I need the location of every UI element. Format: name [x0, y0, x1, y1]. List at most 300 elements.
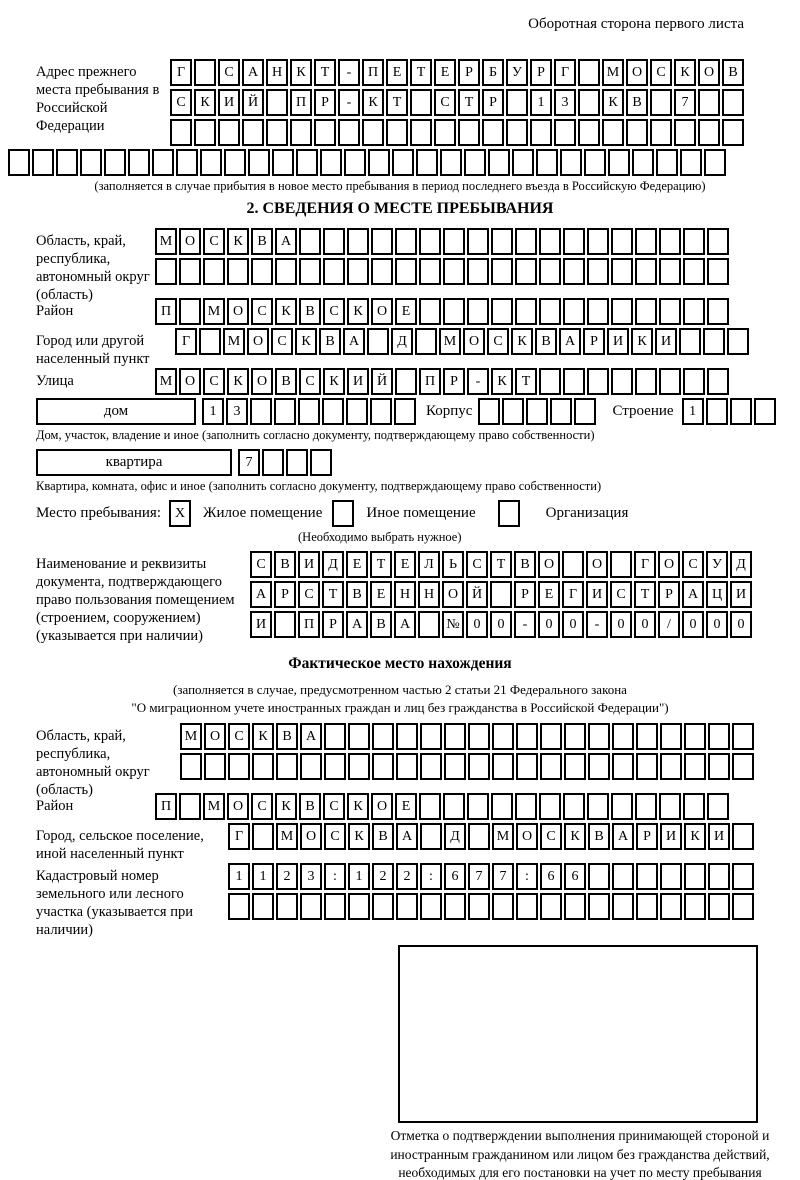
char-box[interactable]: И — [708, 823, 730, 850]
char-box[interactable] — [563, 228, 585, 255]
char-box[interactable]: М — [155, 228, 177, 255]
checkbox-other-premise[interactable] — [332, 500, 354, 527]
char-box[interactable] — [636, 893, 658, 920]
char-box[interactable]: И — [586, 581, 608, 608]
char-box[interactable] — [80, 149, 102, 176]
checkbox-organization[interactable] — [498, 500, 520, 527]
char-box[interactable]: Ь — [442, 551, 464, 578]
char-box[interactable] — [492, 753, 514, 780]
char-box[interactable]: С — [299, 368, 321, 395]
char-box[interactable]: К — [674, 59, 696, 86]
char-box[interactable]: 3 — [300, 863, 322, 890]
char-box[interactable]: О — [626, 59, 648, 86]
char-box[interactable] — [683, 793, 705, 820]
char-box[interactable]: В — [535, 328, 557, 355]
char-box[interactable]: С — [540, 823, 562, 850]
char-box[interactable] — [274, 611, 296, 638]
char-box[interactable] — [683, 298, 705, 325]
char-box[interactable]: В — [626, 89, 648, 116]
char-box[interactable]: О — [227, 793, 249, 820]
char-box[interactable] — [468, 723, 490, 750]
char-box[interactable]: Д — [322, 551, 344, 578]
char-box[interactable] — [632, 149, 654, 176]
char-box[interactable]: В — [274, 551, 296, 578]
char-box[interactable]: Г — [562, 581, 584, 608]
char-box[interactable]: К — [348, 823, 370, 850]
char-box[interactable] — [252, 753, 274, 780]
char-box[interactable] — [251, 258, 273, 285]
char-box[interactable] — [512, 149, 534, 176]
char-box[interactable] — [635, 368, 657, 395]
char-box[interactable]: С — [251, 298, 273, 325]
char-box[interactable]: Р — [314, 89, 336, 116]
char-box[interactable]: Г — [175, 328, 197, 355]
char-box[interactable] — [588, 723, 610, 750]
char-box[interactable]: А — [682, 581, 704, 608]
char-box[interactable] — [584, 149, 606, 176]
char-box[interactable] — [274, 398, 296, 425]
char-box[interactable] — [708, 893, 730, 920]
char-box[interactable]: Д — [391, 328, 413, 355]
char-box[interactable] — [323, 228, 345, 255]
char-box[interactable]: О — [204, 723, 226, 750]
char-box[interactable]: М — [276, 823, 298, 850]
char-box[interactable]: О — [442, 581, 464, 608]
char-box[interactable]: И — [655, 328, 677, 355]
char-box[interactable] — [703, 328, 725, 355]
char-box[interactable] — [698, 89, 720, 116]
char-box[interactable] — [722, 89, 744, 116]
char-box[interactable] — [362, 119, 384, 146]
char-box[interactable] — [608, 149, 630, 176]
char-box[interactable]: : — [420, 863, 442, 890]
char-box[interactable]: С — [251, 793, 273, 820]
char-box[interactable] — [491, 298, 513, 325]
char-box[interactable] — [286, 449, 308, 476]
char-box[interactable]: Е — [394, 551, 416, 578]
char-box[interactable] — [540, 723, 562, 750]
char-box[interactable]: А — [300, 723, 322, 750]
char-box[interactable] — [482, 119, 504, 146]
char-box[interactable] — [491, 793, 513, 820]
char-box[interactable] — [396, 723, 418, 750]
char-box[interactable] — [660, 863, 682, 890]
char-box[interactable] — [394, 398, 416, 425]
char-box[interactable] — [660, 723, 682, 750]
char-box[interactable]: Г — [554, 59, 576, 86]
char-box[interactable] — [392, 149, 414, 176]
char-box[interactable]: Р — [274, 581, 296, 608]
char-box[interactable] — [560, 149, 582, 176]
char-box[interactable] — [155, 258, 177, 285]
char-box[interactable]: С — [324, 823, 346, 850]
char-box[interactable]: 1 — [228, 863, 250, 890]
char-box[interactable]: А — [396, 823, 418, 850]
char-box[interactable] — [464, 149, 486, 176]
char-box[interactable] — [492, 893, 514, 920]
char-box[interactable] — [626, 119, 648, 146]
char-box[interactable]: О — [538, 551, 560, 578]
char-box[interactable]: С — [170, 89, 192, 116]
char-box[interactable] — [296, 149, 318, 176]
char-box[interactable] — [443, 298, 465, 325]
char-box[interactable]: К — [252, 723, 274, 750]
char-box[interactable] — [324, 753, 346, 780]
char-box[interactable] — [395, 368, 417, 395]
char-box[interactable] — [635, 258, 657, 285]
char-box[interactable]: Т — [386, 89, 408, 116]
char-box[interactable]: Н — [266, 59, 288, 86]
char-box[interactable]: В — [299, 298, 321, 325]
char-box[interactable] — [539, 228, 561, 255]
char-box[interactable]: Т — [370, 551, 392, 578]
char-box[interactable] — [344, 149, 366, 176]
char-box[interactable]: - — [338, 89, 360, 116]
char-box[interactable] — [203, 258, 225, 285]
char-box[interactable]: В — [722, 59, 744, 86]
char-box[interactable]: 7 — [238, 449, 260, 476]
char-box[interactable]: Р — [322, 611, 344, 638]
char-box[interactable] — [578, 59, 600, 86]
char-box[interactable] — [467, 258, 489, 285]
char-box[interactable] — [224, 149, 246, 176]
char-box[interactable]: 0 — [730, 611, 752, 638]
char-box[interactable]: М — [223, 328, 245, 355]
char-box[interactable]: К — [275, 298, 297, 325]
char-box[interactable] — [128, 149, 150, 176]
char-box[interactable] — [491, 228, 513, 255]
char-box[interactable]: 3 — [226, 398, 248, 425]
char-box[interactable]: 3 — [554, 89, 576, 116]
char-box[interactable]: К — [323, 368, 345, 395]
char-box[interactable] — [684, 753, 706, 780]
char-box[interactable] — [252, 823, 274, 850]
char-box[interactable] — [179, 793, 201, 820]
char-box[interactable]: 0 — [466, 611, 488, 638]
char-box[interactable] — [515, 258, 537, 285]
char-box[interactable] — [727, 328, 749, 355]
char-box[interactable] — [732, 863, 754, 890]
char-box[interactable]: В — [319, 328, 341, 355]
char-box[interactable]: К — [631, 328, 653, 355]
char-box[interactable] — [199, 328, 221, 355]
char-box[interactable]: У — [506, 59, 528, 86]
char-box[interactable] — [674, 119, 696, 146]
char-box[interactable] — [563, 298, 585, 325]
checkbox-residential[interactable]: X — [169, 500, 191, 527]
char-box[interactable]: И — [607, 328, 629, 355]
char-box[interactable] — [396, 893, 418, 920]
char-box[interactable] — [367, 328, 389, 355]
char-box[interactable] — [368, 149, 390, 176]
char-box[interactable]: А — [612, 823, 634, 850]
char-box[interactable] — [248, 149, 270, 176]
char-box[interactable]: К — [295, 328, 317, 355]
char-box[interactable]: О — [300, 823, 322, 850]
char-box[interactable]: Р — [514, 581, 536, 608]
char-box[interactable] — [612, 723, 634, 750]
char-box[interactable]: Р — [636, 823, 658, 850]
char-box[interactable] — [290, 119, 312, 146]
char-box[interactable] — [660, 893, 682, 920]
char-box[interactable] — [730, 398, 752, 425]
char-box[interactable]: № — [442, 611, 464, 638]
char-box[interactable] — [420, 823, 442, 850]
char-box[interactable] — [539, 298, 561, 325]
char-box[interactable] — [563, 258, 585, 285]
char-box[interactable]: С — [250, 551, 272, 578]
char-box[interactable] — [194, 119, 216, 146]
char-box[interactable] — [578, 119, 600, 146]
char-box[interactable] — [611, 228, 633, 255]
char-box[interactable] — [684, 863, 706, 890]
char-box[interactable] — [515, 298, 537, 325]
char-box[interactable] — [8, 149, 30, 176]
char-box[interactable] — [468, 893, 490, 920]
char-box[interactable]: М — [155, 368, 177, 395]
char-box[interactable]: О — [658, 551, 680, 578]
char-box[interactable]: П — [362, 59, 384, 86]
char-box[interactable] — [732, 723, 754, 750]
char-box[interactable] — [515, 793, 537, 820]
char-box[interactable] — [419, 228, 441, 255]
char-box[interactable]: 1 — [202, 398, 224, 425]
char-box[interactable] — [754, 398, 776, 425]
char-box[interactable] — [324, 893, 346, 920]
char-box[interactable] — [539, 793, 561, 820]
char-box[interactable]: П — [155, 793, 177, 820]
char-box[interactable] — [506, 89, 528, 116]
char-box[interactable]: А — [346, 611, 368, 638]
char-box[interactable]: В — [370, 611, 392, 638]
char-box[interactable] — [536, 149, 558, 176]
char-box[interactable] — [707, 793, 729, 820]
char-box[interactable]: Г — [634, 551, 656, 578]
char-box[interactable] — [708, 723, 730, 750]
char-box[interactable]: Т — [322, 581, 344, 608]
char-box[interactable] — [587, 298, 609, 325]
char-box[interactable]: Т — [458, 89, 480, 116]
char-box[interactable] — [347, 258, 369, 285]
char-box[interactable] — [440, 149, 462, 176]
char-box[interactable] — [200, 149, 222, 176]
char-box[interactable]: С — [298, 581, 320, 608]
char-box[interactable] — [635, 298, 657, 325]
char-box[interactable]: 1 — [252, 863, 274, 890]
char-box[interactable] — [314, 119, 336, 146]
char-box[interactable]: С — [203, 368, 225, 395]
char-box[interactable]: А — [559, 328, 581, 355]
char-box[interactable] — [443, 793, 465, 820]
char-box[interactable]: П — [419, 368, 441, 395]
char-box[interactable] — [310, 449, 332, 476]
char-box[interactable] — [636, 753, 658, 780]
char-box[interactable]: Е — [370, 581, 392, 608]
char-box[interactable]: Н — [394, 581, 416, 608]
char-box[interactable]: А — [250, 581, 272, 608]
char-box[interactable] — [458, 119, 480, 146]
char-box[interactable]: В — [372, 823, 394, 850]
char-box[interactable]: И — [218, 89, 240, 116]
char-box[interactable]: 2 — [396, 863, 418, 890]
char-box[interactable] — [347, 228, 369, 255]
char-box[interactable] — [410, 89, 432, 116]
char-box[interactable] — [218, 119, 240, 146]
char-box[interactable] — [679, 328, 701, 355]
char-box[interactable] — [323, 258, 345, 285]
char-box[interactable]: : — [324, 863, 346, 890]
char-box[interactable]: Р — [458, 59, 480, 86]
char-box[interactable]: Е — [538, 581, 560, 608]
char-box[interactable] — [320, 149, 342, 176]
char-box[interactable] — [707, 368, 729, 395]
char-box[interactable] — [660, 753, 682, 780]
char-box[interactable] — [588, 753, 610, 780]
char-box[interactable] — [194, 59, 216, 86]
char-box[interactable] — [635, 793, 657, 820]
char-box[interactable]: В — [514, 551, 536, 578]
char-box[interactable]: О — [247, 328, 269, 355]
char-box[interactable]: Й — [242, 89, 264, 116]
char-box[interactable]: М — [203, 793, 225, 820]
char-box[interactable] — [228, 753, 250, 780]
char-box[interactable]: А — [394, 611, 416, 638]
char-box[interactable]: В — [588, 823, 610, 850]
char-box[interactable]: Д — [730, 551, 752, 578]
char-box[interactable]: 0 — [706, 611, 728, 638]
char-box[interactable] — [659, 793, 681, 820]
char-box[interactable]: К — [275, 793, 297, 820]
char-box[interactable] — [346, 398, 368, 425]
char-box[interactable] — [684, 893, 706, 920]
char-box[interactable] — [228, 893, 250, 920]
char-box[interactable]: С — [682, 551, 704, 578]
char-box[interactable]: Р — [583, 328, 605, 355]
char-box[interactable]: 2 — [372, 863, 394, 890]
char-box[interactable] — [516, 893, 538, 920]
char-box[interactable] — [502, 398, 524, 425]
char-box[interactable]: Е — [346, 551, 368, 578]
char-box[interactable] — [444, 753, 466, 780]
char-box[interactable] — [732, 753, 754, 780]
char-box[interactable] — [611, 298, 633, 325]
char-box[interactable] — [563, 793, 585, 820]
char-box[interactable]: О — [463, 328, 485, 355]
char-box[interactable] — [300, 893, 322, 920]
char-box[interactable]: В — [299, 793, 321, 820]
char-box[interactable]: Т — [515, 368, 537, 395]
char-box[interactable]: - — [514, 611, 536, 638]
char-box[interactable]: О — [227, 298, 249, 325]
char-box[interactable] — [32, 149, 54, 176]
char-box[interactable]: И — [347, 368, 369, 395]
char-box[interactable] — [698, 119, 720, 146]
char-box[interactable] — [242, 119, 264, 146]
char-box[interactable]: Е — [395, 298, 417, 325]
char-box[interactable] — [602, 119, 624, 146]
char-box[interactable] — [707, 298, 729, 325]
char-box[interactable]: К — [227, 368, 249, 395]
char-box[interactable] — [683, 368, 705, 395]
char-box[interactable] — [467, 793, 489, 820]
char-box[interactable] — [636, 863, 658, 890]
char-box[interactable]: А — [275, 228, 297, 255]
char-box[interactable] — [490, 581, 512, 608]
char-box[interactable] — [266, 119, 288, 146]
char-box[interactable]: К — [362, 89, 384, 116]
char-box[interactable]: К — [602, 89, 624, 116]
char-box[interactable] — [516, 723, 538, 750]
char-box[interactable]: Б — [482, 59, 504, 86]
char-box[interactable]: К — [347, 793, 369, 820]
char-box[interactable]: / — [658, 611, 680, 638]
char-box[interactable] — [680, 149, 702, 176]
char-box[interactable]: 0 — [610, 611, 632, 638]
char-box[interactable] — [612, 753, 634, 780]
char-box[interactable]: С — [610, 581, 632, 608]
char-box[interactable]: 6 — [564, 863, 586, 890]
char-box[interactable] — [650, 119, 672, 146]
char-box[interactable]: С — [218, 59, 240, 86]
char-box[interactable] — [539, 258, 561, 285]
char-box[interactable]: 1 — [348, 863, 370, 890]
char-box[interactable]: 7 — [468, 863, 490, 890]
char-box[interactable]: С — [650, 59, 672, 86]
char-box[interactable]: С — [323, 298, 345, 325]
char-box[interactable] — [659, 368, 681, 395]
char-box[interactable]: 2 — [276, 863, 298, 890]
char-box[interactable] — [348, 893, 370, 920]
char-box[interactable] — [266, 89, 288, 116]
char-box[interactable] — [275, 258, 297, 285]
char-box[interactable] — [372, 753, 394, 780]
char-box[interactable]: Д — [444, 823, 466, 850]
char-box[interactable] — [415, 328, 437, 355]
char-box[interactable]: И — [730, 581, 752, 608]
char-box[interactable] — [299, 258, 321, 285]
char-box[interactable] — [179, 298, 201, 325]
char-box[interactable] — [372, 723, 394, 750]
char-box[interactable] — [348, 753, 370, 780]
char-box[interactable] — [587, 228, 609, 255]
char-box[interactable]: О — [698, 59, 720, 86]
char-box[interactable] — [564, 723, 586, 750]
char-box[interactable]: К — [684, 823, 706, 850]
char-box[interactable]: В — [346, 581, 368, 608]
char-box[interactable]: О — [371, 298, 393, 325]
char-box[interactable]: 0 — [634, 611, 656, 638]
char-box[interactable] — [659, 258, 681, 285]
char-box[interactable] — [276, 893, 298, 920]
char-box[interactable]: С — [271, 328, 293, 355]
char-box[interactable] — [227, 258, 249, 285]
char-box[interactable]: 1 — [682, 398, 704, 425]
char-box[interactable] — [704, 149, 726, 176]
char-box[interactable] — [419, 793, 441, 820]
char-box[interactable] — [539, 368, 561, 395]
char-box[interactable] — [371, 258, 393, 285]
char-box[interactable] — [372, 893, 394, 920]
char-box[interactable]: А — [242, 59, 264, 86]
char-box[interactable] — [443, 258, 465, 285]
char-box[interactable] — [444, 723, 466, 750]
char-box[interactable] — [179, 258, 201, 285]
char-box[interactable]: 0 — [682, 611, 704, 638]
char-box[interactable] — [252, 893, 274, 920]
char-box[interactable]: В — [276, 723, 298, 750]
char-box[interactable] — [324, 723, 346, 750]
char-box[interactable]: О — [516, 823, 538, 850]
